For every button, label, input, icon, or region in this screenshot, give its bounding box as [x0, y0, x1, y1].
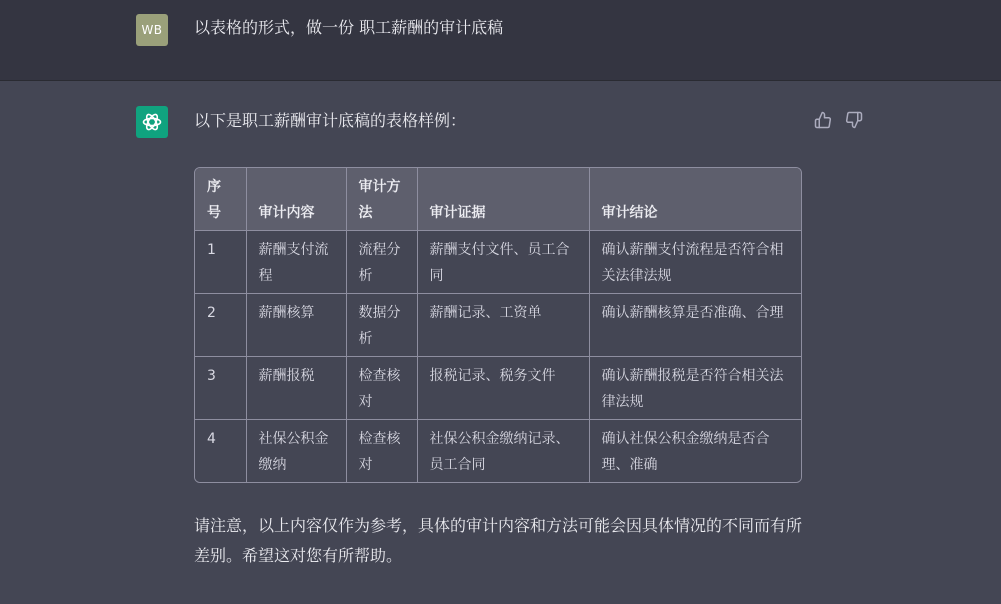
header-method: 审计方法 — [346, 168, 417, 231]
table-cell: 薪酬核算 — [246, 294, 346, 357]
header-evidence: 审计证据 — [417, 168, 589, 231]
table-cell: 2 — [195, 294, 246, 357]
table-cell: 薪酬报税 — [246, 357, 346, 420]
table-row — [195, 357, 801, 420]
table-cell: 流程分析 — [346, 231, 417, 294]
assistant-message-row — [0, 81, 1001, 604]
table-cell: 1 — [195, 231, 246, 294]
thumbs-up-icon[interactable] — [814, 111, 832, 129]
table-row — [195, 420, 801, 483]
user-message-text: 以表格的形式，做一份 职工薪酬的审计底稿 — [194, 18, 504, 37]
header-seq: 序号 — [195, 168, 246, 231]
table-row — [195, 231, 801, 294]
audit-table — [194, 167, 802, 483]
user-message-row — [0, 0, 1001, 81]
header-content: 审计内容 — [246, 168, 346, 231]
table-cell: 薪酬支付流程 — [246, 231, 346, 294]
assistant-intro-text: 以下是职工薪酬审计底稿的表格样例： — [194, 111, 467, 130]
table-cell: 报税记录、税务文件 — [417, 357, 589, 420]
chatgpt-logo-icon — [136, 106, 168, 138]
table-cell: 确认薪酬核算是否准确、合理 — [589, 294, 801, 357]
table-cell: 数据分析 — [346, 294, 417, 357]
header-conclusion: 审计结论 — [589, 168, 801, 231]
assistant-footer-text: 请注意，以上内容仅作为参考，具体的审计内容和方法可能会因具体情况的不同而有所差别。希望这对您有所帮助。 — [194, 516, 803, 565]
table-cell: 检查核对 — [346, 357, 417, 420]
table-cell: 确认薪酬报税是否符合相关法律法规 — [589, 357, 801, 420]
table-cell: 薪酬支付文件、员工合同 — [417, 231, 589, 294]
table-row — [195, 294, 801, 357]
table-cell: 社保公积金缴纳 — [246, 420, 346, 483]
thumbs-down-icon[interactable] — [845, 111, 863, 129]
user-avatar: WB — [136, 14, 168, 46]
table-cell: 确认社保公积金缴纳是否合理、准确 — [589, 420, 801, 483]
table-cell: 4 — [195, 420, 246, 483]
table-cell: 检查核对 — [346, 420, 417, 483]
table-cell: 薪酬记录、工资单 — [417, 294, 589, 357]
table-cell: 社保公积金缴纳记录、员工合同 — [417, 420, 589, 483]
table-cell: 3 — [195, 357, 246, 420]
table-cell: 确认薪酬支付流程是否符合相关法律法规 — [589, 231, 801, 294]
table-header-row — [195, 168, 801, 231]
